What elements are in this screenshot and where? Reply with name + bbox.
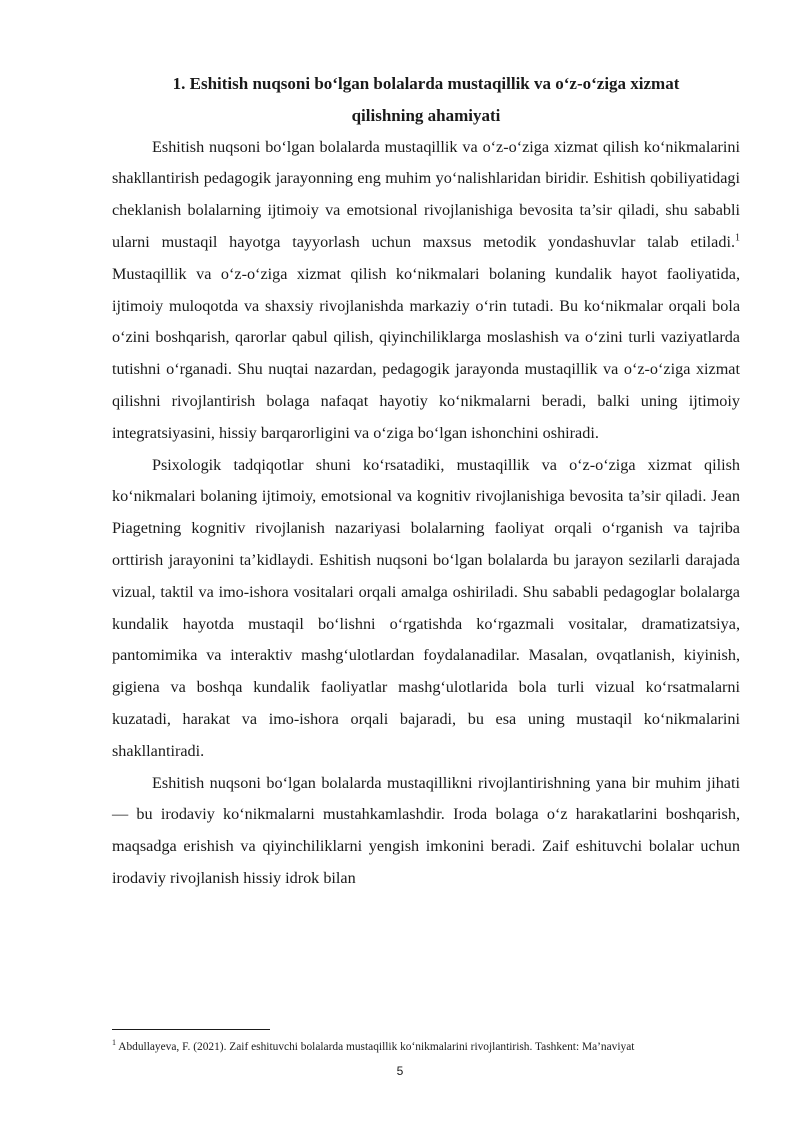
section-heading [112, 68, 740, 132]
paragraph-1-text-b: Mustaqillik va o‘z-o‘ziga xizmat qilish ko‘nikmalari bolaning kundalik hayot faoliyatida, ijtimoiy muloqotda va shaxsiy rivojlanishda markaziy o‘rin tutadi. Bu ko‘nikmalar orqali bola o‘zini boshqarish, qarorlar qabul qilish, qiyinchiliklarga moslashish va o‘zini turli vaziyatlarda tutishni o‘rganadi. Shu nuqtai nazardan, pedagogik jarayonda mustaqillik va o‘z-o‘ziga xizmat qilishni rivojlantirish bolaga nafaqat hayotiy ko‘nikmalarni beradi, balki uning ijtimoiy integratsiyasini, hissiy barqarorligini va o‘ziga bo‘lgan ishonchini oshiradi. [112, 264, 740, 442]
paragraph-2: Psixologik tadqiqotlar shuni ko‘rsatadiki, mustaqillik va o‘z-o‘ziga xizmat qilish ko‘nikmalari bolaning ijtimoiy, emotsional va kognitiv rivojlanishiga bevosita ta’sir qiladi. Jean Piagetning kognitiv rivojlanish nazariyasi bolalarning faoliyat orqali o‘rganish va tajriba orttirish jarayonini ta’kidlaydi. Eshitish nuqsoni bo‘lgan bolalarda bu jarayon sezilarli darajada vizual, taktil va imo-ishora vositalari orqali amalga oshiriladi. Shu sababli pedagoglar bolalarga kundalik hayotda mustaqil bo‘lishni o‘rgatishda ko‘rgazmali vositalar, dramatizatsiya, pantomimika va interaktiv mashg‘ulotlardan foydalanadilar. Masalan, ovqatlanish, kiyinish, gigiena va boshqa kundalik faoliyatlar mashg‘ulotlarida bola turli vizual ko‘rsatmalarni kuzatadi, harakat va imo-ishora orqali bajaradi, bu esa uning mustaqil ko‘nikmalarini shakllantiradi. [112, 455, 740, 760]
paragraph-1-text-a: Eshitish nuqsoni bo‘lgan bolalarda mustaqillik va o‘z-o‘ziga xizmat qilish ko‘nikmalarini shakllantirish pedagogik jarayonning eng muhim yo‘nalishlaridan biridir. Eshitish qobiliyatidagi cheklanish bolalarning ijtimoiy va emotsional rivojlanishiga bevosita ta’sir qiladi, shu sababli ularni mustaqil hayotga tayyorlash uchun maxsus metodik yondashuvlar talab etiladi. [112, 137, 740, 251]
paragraph-3: Eshitish nuqsoni bo‘lgan bolalarda mustaqillikni rivojlantirishning yana bir muhim jihati — bu irodaviy ko‘nikmalarni mustahkamlashdir. Iroda bolaga o‘z harakatlarini boshqarish, maqsadga erishish va qiyinchiliklarni yengish imkonini beradi. Zaif eshituvchi bolalar uchun irodaviy rivojlanish hissiy idrok bilan [112, 773, 740, 887]
heading-line-2: qilishning ahamiyati [351, 105, 501, 125]
footnote [112, 1039, 752, 1055]
footnote-marker: 1 [112, 1038, 116, 1048]
document-body [112, 68, 740, 895]
footnote-ref: 1 [735, 232, 740, 244]
heading-line-1: 1. Eshitish nuqsoni bo‘lgan bolalarda mustaqillik va o‘z-o‘ziga xizmat [172, 74, 680, 93]
page-number: 5 [396, 1064, 404, 1078]
footnote-divider [112, 1029, 270, 1030]
paragraph-1 [112, 132, 740, 450]
footnote-text: Abdullayeva, F. (2021). Zaif eshituvchi bolalarda mustaqillik ko‘nikmalarini rivojlantirish. Tashkent: Ma’naviyat [116, 1041, 635, 1053]
